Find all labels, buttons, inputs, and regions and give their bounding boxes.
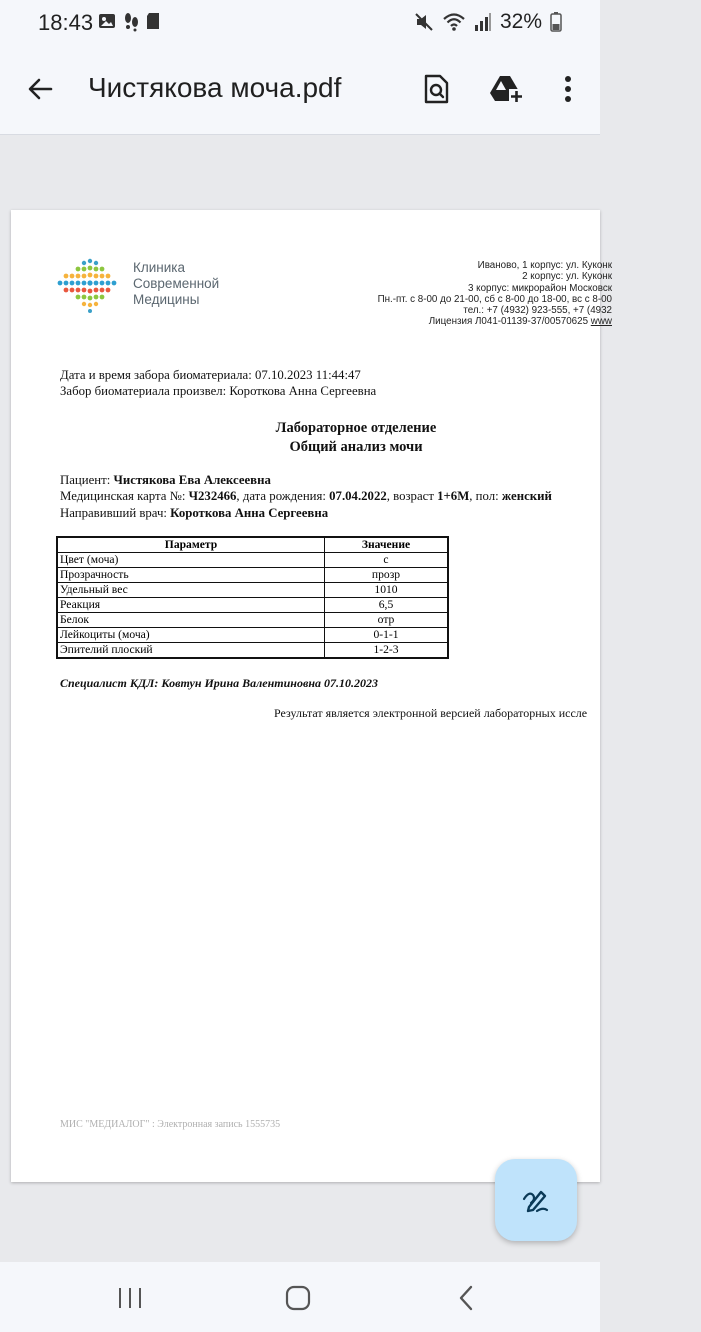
table-header-row: [57, 537, 448, 553]
table-row: Лейкоциты (моча) 0-1-1: [57, 628, 448, 643]
status-time: 18:43: [38, 10, 94, 35]
app-bar: [0, 44, 600, 135]
table-row: Реакция 6,5: [57, 598, 448, 613]
recent-apps-button[interactable]: [108, 1282, 152, 1314]
doctor-name: Короткова Анна Сергеевна: [170, 506, 329, 520]
collected-by: Забор биоматериала произвел: Короткова Анна Сергеевна: [60, 384, 377, 398]
clinic-logo-icon: [58, 258, 122, 314]
table-row: Эпителий плоский 1-2-3: [57, 643, 448, 659]
home-button[interactable]: [276, 1282, 320, 1314]
table-row: Цвет (моча) с: [57, 553, 448, 568]
battery-icon: [550, 12, 562, 32]
department-heading: Лабораторное отделение: [275, 420, 437, 436]
collection-datetime: Дата и время забора биоматериала: 07.10.2023 11:44:47: [60, 368, 361, 382]
patient-name: Чистякова Ева Алексеевна: [113, 473, 271, 487]
license: Лицензия Л041-01139-37/00570625: [428, 316, 589, 328]
recent-apps-icon: [117, 1286, 143, 1310]
wifi-icon: [442, 12, 466, 32]
card-line: Медицинская карта №: Ч232466, дата рождения: 07.04.2022, возраст 1+6М, пол: женский: [60, 489, 552, 503]
find-in-document-button[interactable]: [416, 69, 456, 109]
gallery-icon: [98, 12, 116, 30]
header-parameter: Параметр: [57, 537, 325, 553]
patient-line: Пациент: Чистякова Ева Алексеевна: [60, 473, 271, 487]
arrow-back-icon: [26, 75, 54, 103]
annotate-button[interactable]: [495, 1159, 577, 1241]
analysis-heading: Общий анализ мочи: [289, 439, 423, 455]
clinic-website-link[interactable]: www: [590, 316, 612, 328]
system-nav-bar: [0, 1262, 600, 1332]
results-table: [56, 536, 449, 659]
result-note: Результат является электронной версией лабораторных иссле: [274, 706, 588, 720]
footsteps-icon: [122, 12, 140, 32]
doctor-line: Направивший врач: Короткова Анна Сергеевна: [60, 506, 329, 520]
pen-edit-icon: [521, 1185, 551, 1215]
specialist-signature: Специалист КДЛ: Ковтун Ирина Валентиновна 07.10.2023: [60, 676, 378, 690]
table-row: Белок отр: [57, 613, 448, 628]
document-search-icon: [422, 74, 450, 104]
sd-card-icon: [146, 12, 160, 30]
save-to-drive-button[interactable]: [486, 69, 528, 109]
patient-sex: женский: [501, 489, 552, 503]
table-row: Прозрачность прозр: [57, 568, 448, 583]
more-options-button[interactable]: [552, 69, 584, 109]
back-button[interactable]: [20, 69, 60, 109]
system-icons: [414, 10, 562, 34]
signal-icon: [474, 12, 492, 32]
footer-note: МИС "МЕДИАЛОГ" : Электронная запись 1555735: [60, 1119, 281, 1130]
battery-percent: 32%: [499, 10, 542, 33]
home-icon: [285, 1285, 311, 1311]
document-title: Чистякова моча.pdf: [88, 72, 342, 103]
more-vert-icon: [564, 75, 572, 103]
clinic-address: Иваново, 1 корпус: ул. Куконк 2 корпус: ул. Куконк 3 корпус: микрорайон Московск Пн.-пт. с 8-00 до 21-00, сб с 8-00 до 18-00, вс с 8-00 тел.: +7 (4932) 923-555, +7 (4932 Лицензия Л041-01139-37/00570625 www: [377, 260, 612, 328]
header-value: Значение: [325, 537, 449, 553]
patient-age: 1+6М: [437, 489, 470, 503]
nav-back-button[interactable]: [444, 1282, 488, 1314]
clinic-name: Клиника Современной Медицины: [133, 260, 220, 307]
pdf-page[interactable]: [11, 210, 612, 1182]
drive-add-icon: [490, 74, 524, 104]
status-bar: [0, 0, 600, 44]
table-row: Удельный вес 1010: [57, 583, 448, 598]
mute-icon: [414, 12, 434, 32]
birth-date: 07.04.2022: [329, 489, 387, 503]
card-number: Ч232466: [188, 489, 237, 503]
notification-icons: [98, 12, 160, 32]
nav-back-icon: [458, 1285, 474, 1311]
